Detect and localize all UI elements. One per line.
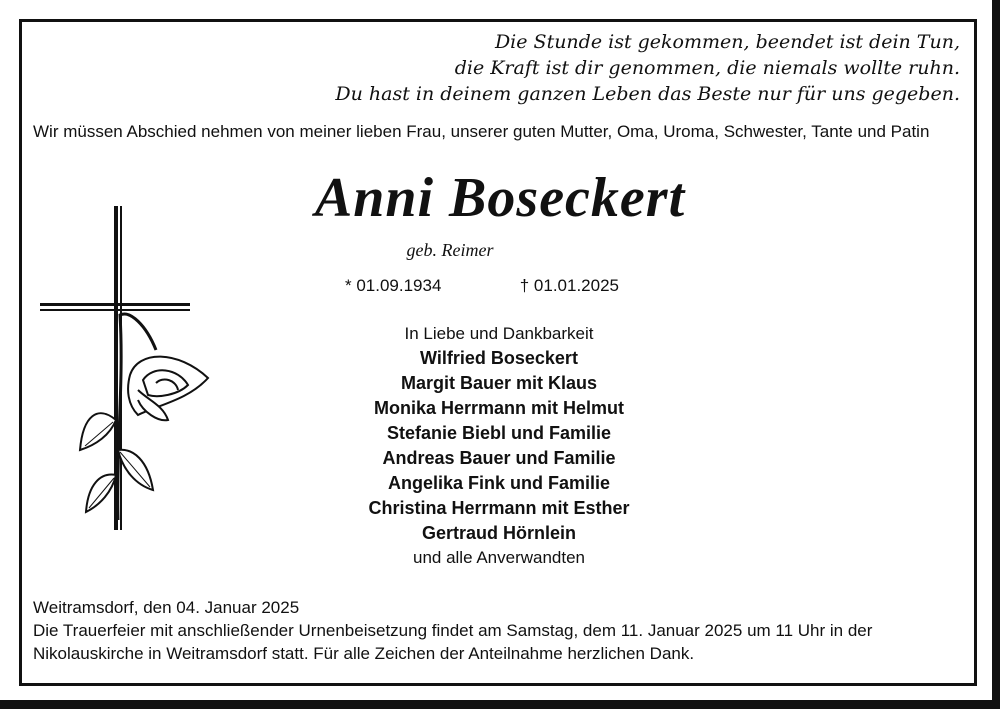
footer xyxy=(33,596,963,665)
mourner-name: Monika Herrmann mit Helmut xyxy=(373,398,625,418)
right-shadow xyxy=(992,0,1000,709)
birth-date: * 01.09.1934 xyxy=(345,276,442,295)
place-date: Weitramsdorf, den 04. Januar 2025 xyxy=(33,598,300,617)
bottom-shadow xyxy=(0,700,1000,709)
poem-line: Du hast in deinem ganzen Leben das Beste nur für uns gegeben. xyxy=(335,83,960,105)
mourner-name: Gertraud Hörnlein xyxy=(421,523,577,543)
life-dates xyxy=(345,276,619,296)
thanks-line: In Liebe und Dankbarkeit xyxy=(404,324,594,343)
mourner-name: Stefanie Biebl und Familie xyxy=(386,423,612,443)
maiden-name: geb. Reimer xyxy=(406,240,494,260)
poem xyxy=(335,29,960,107)
death-date: † 01.01.2025 xyxy=(519,276,619,295)
intro-text: Wir müssen Abschied nehmen von meiner lieben Frau, unserer guten Mutter, Oma, Uroma, Schwester, Tante und Patin xyxy=(33,122,930,141)
mourner-name: Wilfried Boseckert xyxy=(420,348,578,368)
poem-line: die Kraft ist dir genommen, die niemals wollte ruhn. xyxy=(454,57,960,79)
relatives-line: und alle Anverwandten xyxy=(412,548,586,567)
funeral-notice: Die Trauerfeier mit anschließender Urnenbeisetzung findet am Samstag, dem 11. Januar 2025 um 11 Uhr in der Nikolauskirche in Weitramsdorf statt. Für alle Zeichen der Anteilnahme herzlichen Dank. xyxy=(33,621,873,663)
cross-with-rose-icon xyxy=(38,200,218,540)
mourner-name: Christina Herrmann mit Esther xyxy=(368,498,630,518)
signature-block xyxy=(299,322,699,570)
mourner-name: Angelika Fink und Familie xyxy=(387,473,611,493)
deceased-name: Anni Boseckert xyxy=(314,167,686,229)
poem-line: Die Stunde ist gekommen, beendet ist dein Tun, xyxy=(494,31,960,53)
mourner-name: Margit Bauer mit Klaus xyxy=(400,373,598,393)
mourner-name: Andreas Bauer und Familie xyxy=(382,448,616,468)
